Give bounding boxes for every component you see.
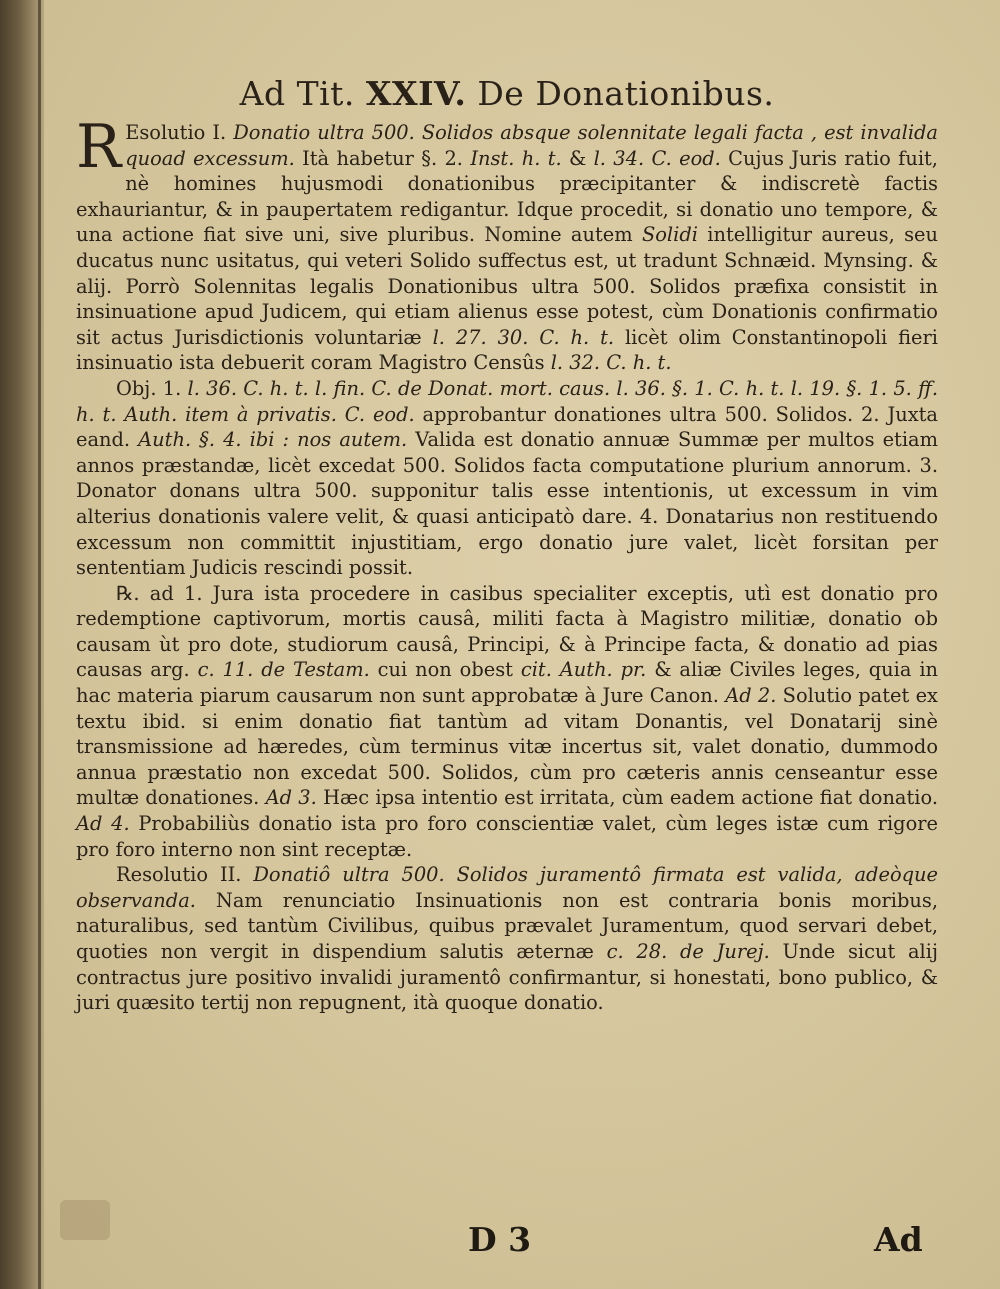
text-run: ℞. ad 1. Jura ista procedere in casibus specialiter exceptis, utì est donatio pro redemptione captivorum, mortis causâ, militi facta à Magistro militiæ, donatio ob causam ùt pro dote, studiorum causâ, Principi, & à Principe facta, & donatio ad pias causas arg. <box>76 581 938 682</box>
text-run: Ità habetur §. 2. <box>294 146 471 170</box>
text-run: Solutio patet ex textu ibid. si enim donatio fiat tantùm ad vitam Donantis, vel Donatarij sinè transmissione ad hæredes, cùm terminus vitæ incertus sit, valet donatio, dummodo annua præstatio non excedat 500. Solidos, cùm pro cæteris annis censeantur esse multæ donationes. <box>76 684 938 810</box>
citation: l. 32. C. h. t. <box>550 351 672 375</box>
italic-run: Donatio ultra 500. Solidos absque solennitate legali facta , est invalida quoad excessum. <box>125 121 938 170</box>
title-number: XXIV. <box>365 74 467 113</box>
citation: Inst. h. t. <box>470 146 562 170</box>
text-run: Probabiliùs donatio ista pro foro conscientiæ valet, cùm leges istæ cum rigore pro foro interno non sint receptæ. <box>76 812 938 861</box>
page-footer <box>0 1220 1000 1270</box>
italic-run: Ad 4. <box>76 812 130 836</box>
gutter-fold-line <box>38 0 41 1289</box>
signature-mark: D 3 <box>468 1220 532 1259</box>
text-run: cui non obest <box>369 658 521 682</box>
text-run: Valida est donatio annuæ Summæ per multos etiam annos præstandæ, licèt excedat 500. Solidos facta computatione plurium annorum. 3. Donator donans ultra 500. supponitur talis esse intentionis, ut excessum in vim alterius donationis valere velit, & quasi anticipatò dare. 4. Donatarius non restituendo excessum non committit injustitiam, ergo donatio jure valet, licèt forsitan per sententiam Judicis rescindi possit. <box>76 428 939 580</box>
italic-run: Ad 2. <box>725 684 777 708</box>
title-suffix: De Donationibus. <box>466 74 775 113</box>
text-run: Resolutio II. <box>116 863 254 887</box>
text-run: licèt olim Constantinopoli fieri insinuatio ista debuerit coram Magistro Censûs <box>76 325 939 375</box>
citation: l. 27. 30. C. h. t. <box>432 325 615 349</box>
page-title <box>76 74 938 114</box>
text-run: intelligitur aureus, seu ducatus nunc usitatus, qui veteri Solido suffectus est, ut tradunt Schnæid. Mynsing. & alij. Porrò Solennitas legalis Donationibus ultra 500. Solidos præfixa consistit in insinuatione apud Judicem, qui etiam alienus esse potest, cùm Donationis confirmatio sit actus Jurisdictionis voluntariæ <box>76 223 939 349</box>
text-run: & aliæ Civiles leges, quia in hac materia piarum causarum non sunt approbatæ à Jure Canon. <box>76 658 939 708</box>
text-run: Nam renunciatio Insinuationis non est contraria bonis moribus, naturalibus, sed tantùm Civilibus, quibus prævalet Juramentum, quod servari debet, quoties non vergit in dispendium salutis æternæ <box>76 888 938 963</box>
resolutio-2-paragraph <box>76 862 938 1016</box>
text-run: Hæc ipsa intentio est irritata, cùm eadem actione fiat donatio. <box>316 786 938 810</box>
objectiones-paragraph <box>76 376 938 581</box>
citation: l. 34. C. eod. <box>593 146 721 170</box>
responsio-paragraph <box>76 581 938 863</box>
catchword: Ad <box>874 1220 923 1259</box>
text-run: Obj. 1. <box>116 376 188 400</box>
page-content <box>76 60 938 1016</box>
citation: c. 28. de Jurej. <box>606 940 770 963</box>
citation: c. 11. de Testam. <box>197 658 370 682</box>
text-run: Unde sicut alij contractus jure positivo invalidi juramentô confirmantur, si honestati, bono publico, & juri quæsito tertij non repugnent, ità quoque donatio. <box>76 940 938 1015</box>
title-prefix: Ad Tit. <box>239 74 366 113</box>
italic-run: Ad 3. <box>265 786 317 810</box>
drop-cap: R <box>76 112 122 182</box>
text-run: approbantur donationes ultra 500. Solidos. 2. Juxta eand. <box>76 402 938 452</box>
italic-run: Solidi <box>641 223 698 247</box>
italic-run: Donatiô ultra 500. Solidos juramentô firmata est valida, adeòque observanda. <box>76 863 938 912</box>
text-run: Cujus Juris ratio fuit, nè homines hujusmodi donationibus præcipitanter & indiscretè factis exhauriantur, & in paupertatem redigantur. Idque procedit, si donatio uno tempore, & una actione fiat sive uni, sive pluribus. Nomine autem <box>76 146 938 247</box>
citation: l. 36. C. h. t. l. fin. C. de Donat. mort. caus. l. 36. §. 1. C. h. t. l. 19. §. 1. 5. ff. h. t. Auth. item à privatis. C. eod. <box>76 376 938 426</box>
resolutio-1-paragraph <box>76 112 939 376</box>
citation: Auth. §. 4. ibi : nos autem. <box>138 428 408 452</box>
body-text <box>76 112 939 1016</box>
text-run: Esolutio I. <box>125 121 234 144</box>
text-run: & <box>561 146 594 170</box>
citation: cit. Auth. pr. <box>520 658 647 682</box>
